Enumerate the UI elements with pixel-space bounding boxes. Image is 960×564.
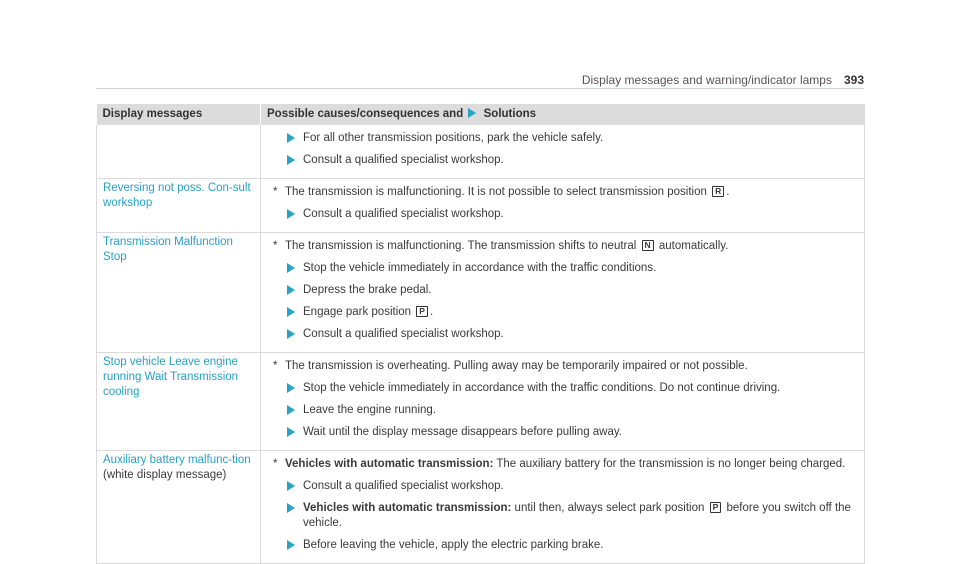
solution-step <box>267 501 858 531</box>
solution-cell <box>261 233 865 353</box>
table-row <box>97 353 865 451</box>
asterisk-icon: * <box>273 458 278 470</box>
solution-step <box>267 207 858 222</box>
solution-arrow-icon <box>287 133 303 145</box>
step-text: Consult a qualified specialist workshop. <box>303 154 504 166</box>
cause-text-part: automatically. <box>658 240 729 252</box>
gear-n-icon: N <box>642 240 654 251</box>
gear-p-icon: P <box>710 502 722 513</box>
solution-step <box>267 153 858 168</box>
solution-step <box>267 283 858 298</box>
step-text: For all other transmission positions, park the vehicle safely. <box>303 132 604 144</box>
solution-arrow-icon <box>468 108 476 118</box>
solution-arrow-icon <box>287 481 303 493</box>
step-text: Wait until the display message disappears before pulling away. <box>303 426 622 438</box>
solution-cell <box>261 451 865 564</box>
table-row <box>97 233 865 353</box>
cause-text <box>285 239 728 254</box>
message-cell <box>97 451 261 564</box>
step-condition: Vehicles with automatic transmission: <box>303 502 512 514</box>
solution-arrow-icon <box>287 540 303 552</box>
solution-step <box>267 261 858 276</box>
step-text-part: until then, always select park position <box>514 502 705 514</box>
solution-arrow-icon <box>287 209 303 221</box>
solution-step <box>267 131 858 146</box>
display-message-note: (white display message) <box>103 469 227 481</box>
cause-line <box>267 185 858 200</box>
table-row <box>97 179 865 233</box>
message-cell <box>97 179 261 233</box>
solution-cell <box>261 125 865 179</box>
solution-cell <box>261 353 865 451</box>
solution-arrow-icon <box>287 503 303 515</box>
col-header-causes <box>261 104 865 125</box>
step-text-part: . <box>429 306 434 318</box>
display-message-text: Auxiliary battery malfunc-tion <box>103 454 251 466</box>
gear-r-icon: R <box>712 186 724 197</box>
step-text: Before leaving the vehicle, apply the electric parking brake. <box>303 539 604 551</box>
solution-arrow-icon <box>287 155 303 167</box>
asterisk-icon: * <box>273 360 278 372</box>
page-number: 393 <box>843 73 864 87</box>
cause-text-part: . <box>726 186 730 198</box>
cause-condition: Vehicles with automatic transmission: <box>285 458 494 470</box>
col-header-causes-text: Possible causes/consequences and <box>267 108 464 120</box>
display-message-text: Stop vehicle Leave engine running Wait Transmission cooling <box>103 356 239 398</box>
cause-text-part: The auxiliary battery for the transmission is no longer being charged. <box>496 458 846 470</box>
message-cell <box>97 233 261 353</box>
cause-text <box>285 457 845 472</box>
step-text: Leave the engine running. <box>303 404 436 416</box>
table-row <box>97 451 865 564</box>
step-text: Consult a qualified specialist workshop. <box>303 208 504 220</box>
solution-step <box>267 403 858 418</box>
header-title: Display messages and warning/indicator lamps <box>581 73 832 87</box>
asterisk-icon: * <box>273 186 278 198</box>
page-header <box>582 73 864 87</box>
cause-text-part: The transmission is malfunctioning. The transmission shifts to neutral <box>285 240 637 252</box>
step-text <box>303 501 858 531</box>
cause-line <box>267 457 858 472</box>
solution-arrow-icon <box>287 427 303 439</box>
solution-cell <box>261 179 865 233</box>
cause-line <box>267 239 858 254</box>
step-text: Depress the brake pedal. <box>303 284 432 296</box>
message-cell <box>97 353 261 451</box>
step-text: Stop the vehicle immediately in accordance with the traffic conditions. <box>303 262 657 274</box>
cause-line <box>267 359 858 374</box>
solution-step <box>267 305 858 320</box>
message-cell <box>97 125 261 179</box>
asterisk-icon: * <box>273 240 278 252</box>
display-message-text: Transmission Malfunction Stop <box>103 236 233 263</box>
cause-text <box>285 185 729 200</box>
step-text: Consult a qualified specialist workshop. <box>303 480 504 492</box>
col-header-display-messages: Display messages <box>97 104 261 125</box>
header-rule <box>96 88 864 89</box>
display-messages-table <box>96 104 865 564</box>
step-text <box>303 305 433 320</box>
solution-arrow-icon <box>287 307 303 319</box>
gear-p-icon: P <box>416 306 428 317</box>
step-text: Stop the vehicle immediately in accordance with the traffic conditions. Do not continue driving. <box>303 382 781 394</box>
step-text-part: Engage park position <box>303 306 412 318</box>
cause-text: The transmission is overheating. Pulling away may be temporarily impaired or not possible. <box>285 360 748 372</box>
solution-step <box>267 327 858 342</box>
solution-step <box>267 381 858 396</box>
solution-arrow-icon <box>287 405 303 417</box>
step-text-part: before you switch off the vehicle. <box>303 502 851 529</box>
solution-arrow-icon <box>287 383 303 395</box>
table-row <box>97 125 865 179</box>
table-header-row <box>97 104 865 125</box>
solution-arrow-icon <box>287 263 303 275</box>
cause-text-part: The transmission is malfunctioning. It is not possible to select transmission position <box>285 186 707 198</box>
solution-step <box>267 479 858 494</box>
solution-arrow-icon <box>287 285 303 297</box>
col-header-solutions-text: Solutions <box>483 108 537 120</box>
solution-step <box>267 538 858 553</box>
step-text: Consult a qualified specialist workshop. <box>303 328 504 340</box>
solution-step <box>267 425 858 440</box>
display-message-text: Reversing not poss. Con-sult workshop <box>103 182 251 209</box>
solution-arrow-icon <box>287 329 303 341</box>
